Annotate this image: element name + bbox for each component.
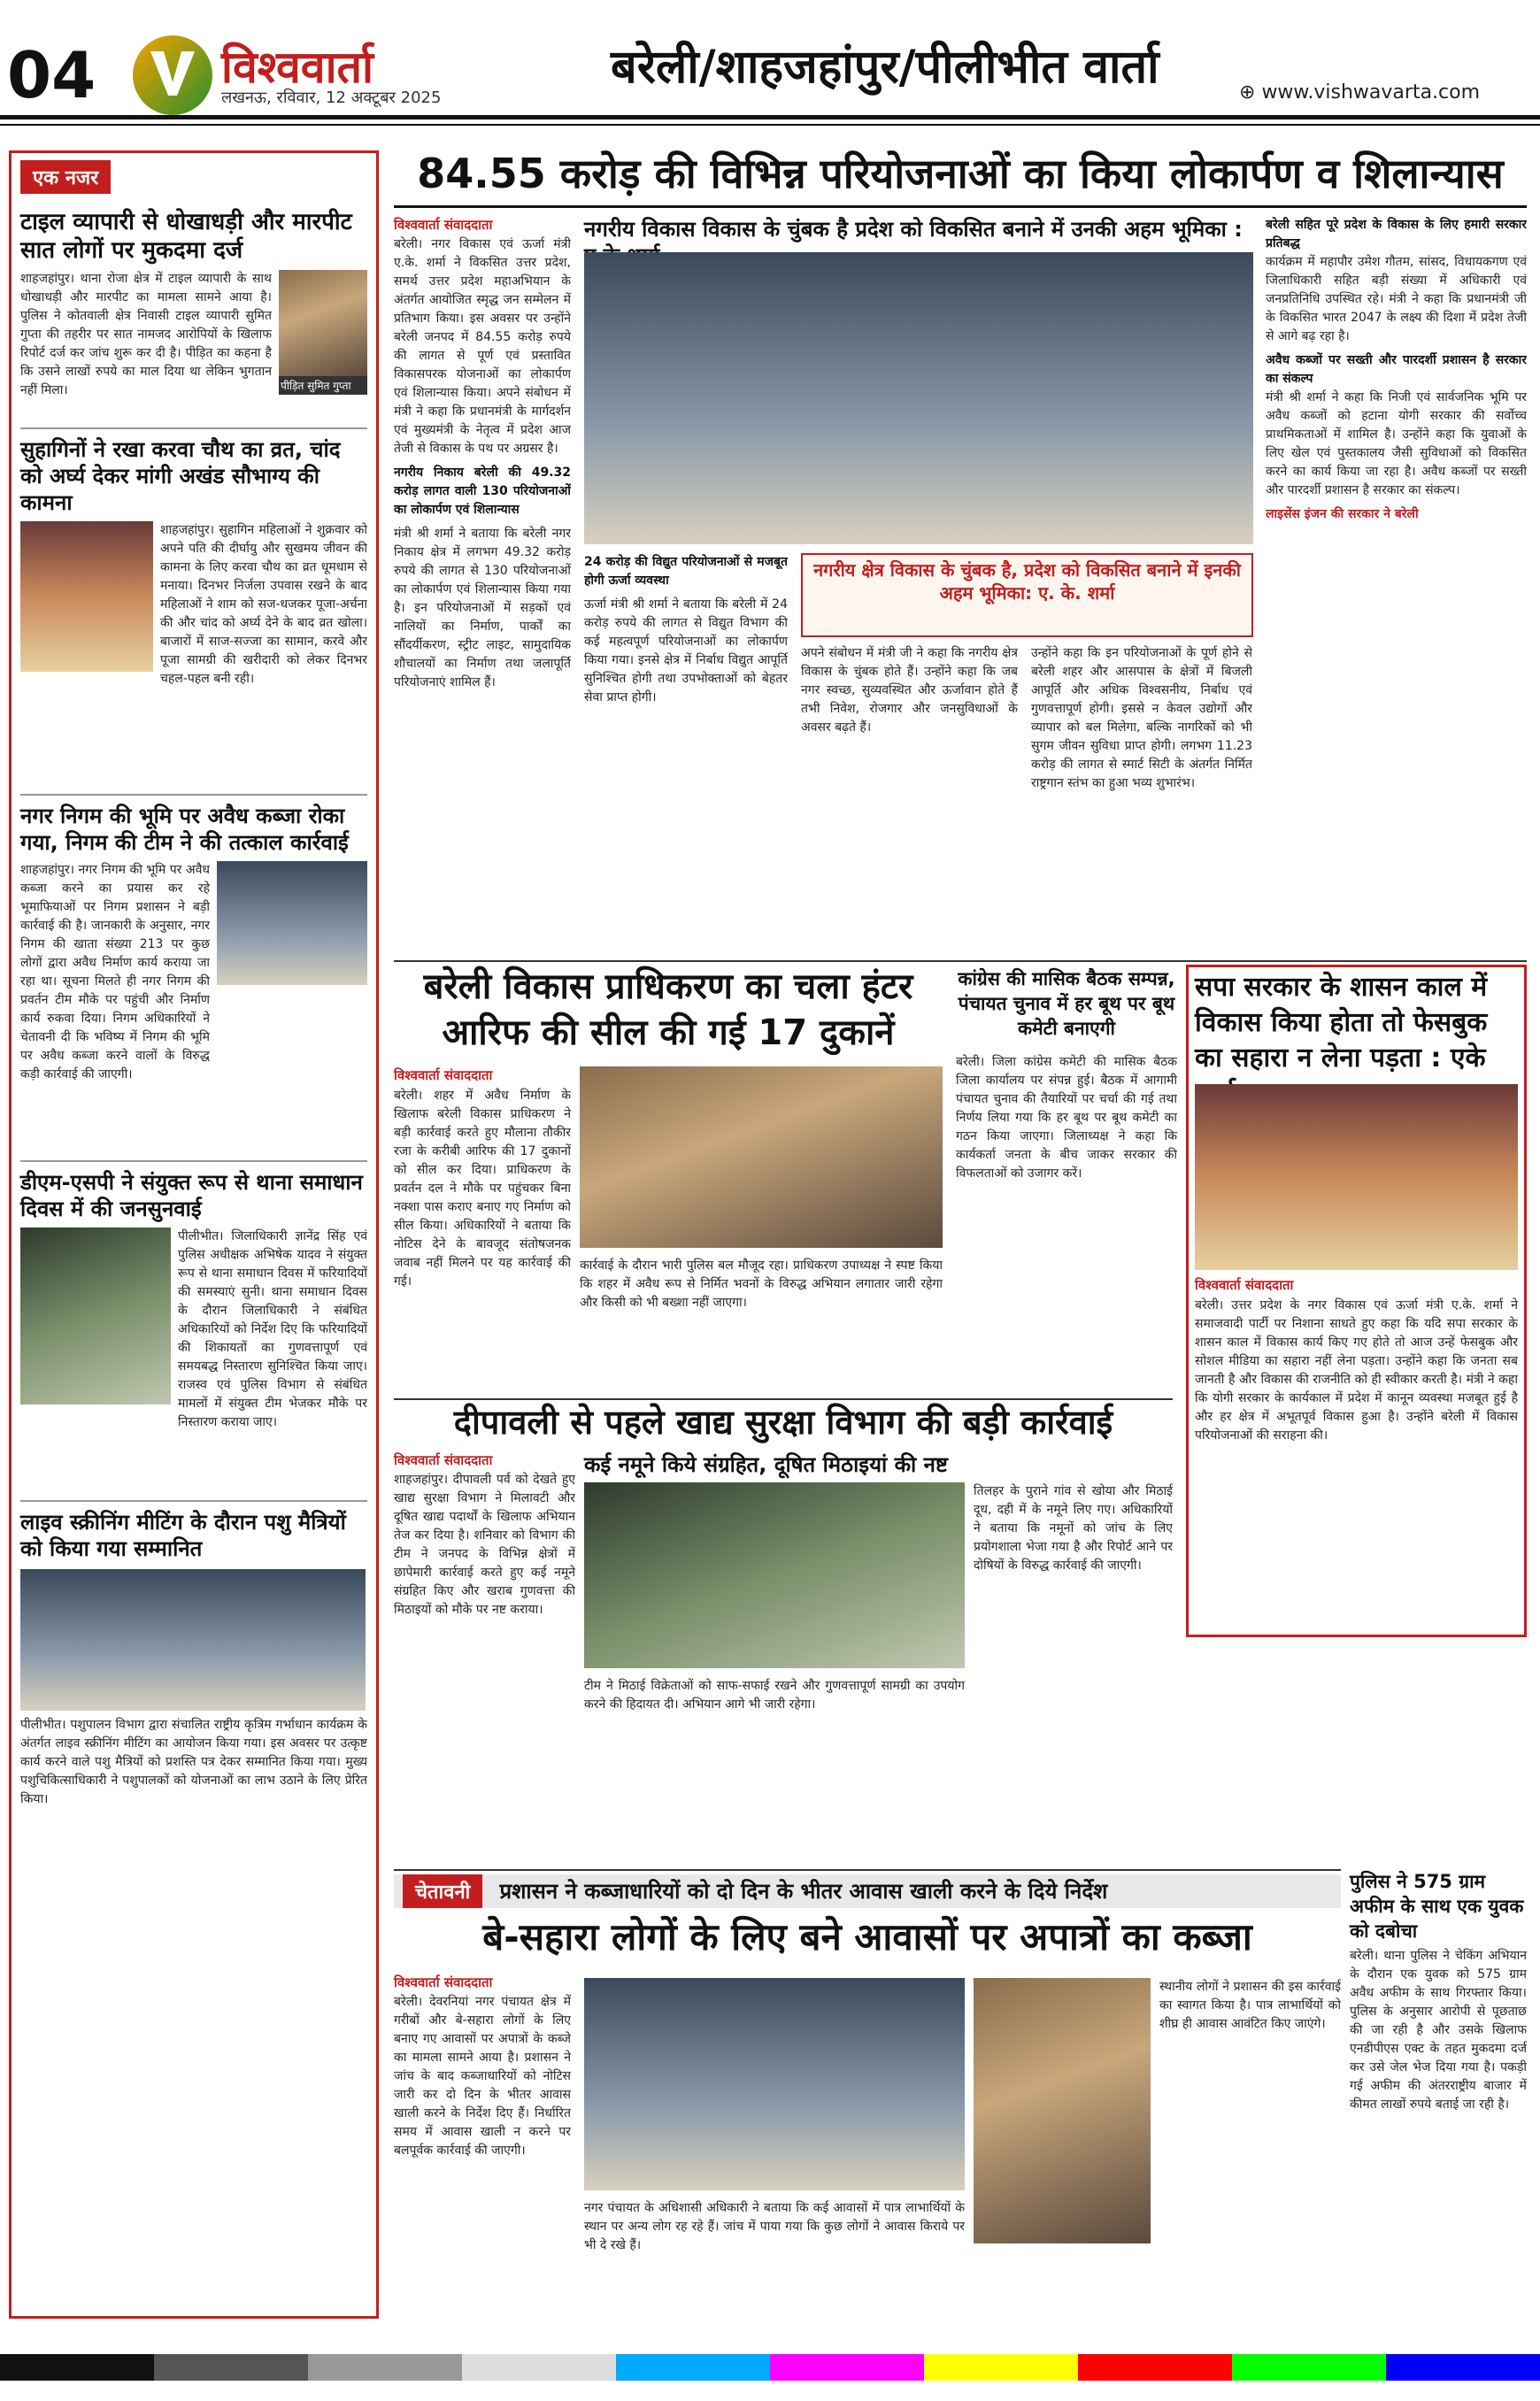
- header-rule: [0, 115, 1540, 119]
- lead-right-body: मंत्री श्री शर्मा ने कहा कि निजी एवं सार्वजनिक भूमि पर अवैध कब्जों को हटाना योगी सरकार की सर्वोच्च प्राथमिकताओं में शामिल है। उन्होंने कहा कि युवाओं के लिए खेल एवं पुस्तकालय जैसी सुविधाओं को विकसित करने का कार्य किया जा रहा है। अवैध कब्जों पर सख्ती और पारदर्शी प्रशासन है सरकार का संकल्प।: [1266, 390, 1527, 497]
- lead-subhead: नगरीय विकास विकास के चुंबक है प्रदेश को विकसित बनाने में उनकी अहम भूमिका :: [584, 217, 1243, 242]
- briefs-tag: एक नजर: [20, 160, 111, 194]
- lead-body-2: मंत्री श्री शर्मा ने बताया कि बरेली नगर निकाय क्षेत्र में लगभग 49.32 करोड़ रुपये की लागत से 130 परियोजनाओं का लोकार्पण एवं शिलान्यास किया गया है। इन परियोजनाओं में सड़कों एवं नालियों का निर्माण, पार्कों का सौंदर्यीकरण, स्ट्रीट लाइट, सामुदायिक शौचालयों का निर्माण तथा जलापूर्ति परियोजनाएं शामिल हैं।: [394, 527, 571, 689]
- brief-4-photo: [20, 1227, 171, 1404]
- lead-headline: 84.55 करोड़ की विभिन्न परियोजनाओं का किया लोकार्पण व शिलान्यास: [417, 150, 1504, 197]
- brief-5-headline: लाइव स्क्रीनिंग मीटिंग के दौरान पशु मैत्रियों को किया गया सम्मानित: [20, 1510, 346, 1561]
- brief-1-headline: टाइल व्यापारी से धोखाधड़ी और मारपीट सात लोगों पर मुकदमा दर्ज: [20, 209, 352, 264]
- lead-body-3: ऊर्जा मंत्री श्री शर्मा ने बताया कि बरेली में 24 करोड़ रुपये की लागत से विद्युत विभाग की कई महत्वपूर्ण परियोजनाओं का लोकार्पण किया गया। इनसे क्षेत्र में निर्बाध विद्युत आपूर्ति सुनिश्चित होगी तथा उपभोक्ताओं को बेहतर सेवा प्राप्त होगी।: [584, 597, 788, 704]
- lead-subhead-b: 24 करोड़ की विद्युत परियोजनाओं से मजबूत होगी ऊर्जा व्यवस्था: [584, 555, 788, 588]
- globe-icon: ⊕: [1239, 81, 1262, 104]
- brief-2-body: शाहजहांपुर। सुहागिन महिलाओं ने शुक्रवार को अपने पति की दीर्घायु और सुखमय जीवन की कामना के लिए करवा चौथ का व्रत धूमधाम से मनाया। दिनभर निर्जला उपवास रखने के बाद महिलाओं ने शाम को सज-धजकर पूजा-अर्चना की और चांद को अर्घ्य देने के बाद व्रत खोला। बाजारों में साज-सज्जा का सामान, करवे और पूजा सामग्री की खरीदारी को लेकर दिनभर चहल-पहल बनी रही।: [160, 523, 367, 686]
- warning-photo-2: [974, 1978, 1151, 2243]
- food-subhead: कई नमूने किये संग्रहित, दूषित मिठाइयां की नष्ट: [584, 1452, 948, 1477]
- bda-headline-2: आरिफ की सील की गई 17 दुकानें: [442, 1012, 895, 1053]
- food-body-2: तिलहर के पुराने गांव से खोया और मिठाई दूध, दही में के नमूने लिए गए। अधिकारियों ने बताया कि नमूनों को जांच के लिए प्रयोगशाला भेजा गया है और रिपोर्ट आने पर दोषियों के विरुद्ध कार्रवाई की जाएगी।: [974, 1484, 1173, 1573]
- pull-body: अपने संबोधन में मंत्री जी ने कहा कि नगरीय क्षेत्र विकास के चुंबक होते हैं। उन्होंने कहा कि जब नगर स्वच्छ, सुव्यवस्थित और ऊर्जावान होते हैं तभी निवेश, रोजगार और जनसुविधाओं के अवसर बढ़ते हैं।: [801, 646, 1018, 735]
- food-body: शाहजहांपुर। दीपावली पर्व को देखते हुए खाद्य सुरक्षा विभाग ने मिलावटी और दूषित खाद्य पदार्थों के खिलाफ अभियान तेज कर दिया है। शनिवार को विभाग की टीम ने जनपद के विभिन्न क्षेत्रों में छापेमारी कार्रवाई करते हुए कई नमूने संग्रहित किए और खराब गुणवत्ता की मिठाइयों को मौके पर नष्ट कराया।: [394, 1473, 575, 1617]
- newspaper-logo-icon: [133, 35, 212, 115]
- lead-body-4: उन्होंने कहा कि इन परियोजनाओं के पूर्ण होने से बरेली शहर और आसपास के क्षेत्रों में बिजली आपूर्ति और अधिक विश्वसनीय, निर्बाध एवं गुणवत्तापूर्ण होगी। इससे न केवल उद्योगों और व्यापार को बल मिलेगा, बल्कि नागरिकों को भी सुगम जीवन सुविधा प्राप्त होगी। लगभग 11.23 करोड़ की लागत से स्मार्ट सिटी के अंतर्गत निर्मित राष्ट्रगान स्तंभ का हुआ भव्य शुभारंभ।: [1031, 646, 1252, 790]
- bda-byline: विश्ववार्ता संवाददाता: [394, 1067, 493, 1083]
- congress-headline: कांग्रेस की मासिक बैठक सम्पन्न, पंचायत चुनाव में हर बूथ पर बूथ कमेटी बनाएगी: [958, 968, 1175, 1039]
- site-url-text: www.vishwavarta.com: [1261, 81, 1481, 104]
- food-photo: [584, 1482, 965, 1668]
- divider: [20, 427, 367, 429]
- rule: [394, 1869, 1341, 1871]
- pull-quote-box: [801, 553, 1253, 637]
- rule: [394, 205, 1527, 208]
- lead-right-subhead-2: अवैध कब्जों पर सख्ती और पारदर्शी प्रशासन है सरकार का संकल्प: [1266, 353, 1527, 386]
- bda-body: बरेली। शहर में अवैध निर्माण के खिलाफ बरेली विकास प्राधिकरण ने बड़ी कार्रवाई करते हुए मौलाना तौकीर रजा के करीबी आरिफ की 17 दुकानों को सील कर दिया। प्राधिकरण के प्रवर्तन दल ने मौके पर पहुंचकर बिना नक्शा पास कराए बनाए गए निर्माण को सील किया। अधिकारियों ने बताया कि नोटिस देने के बावजूद संतोषजनक जवाब नहीं मिलने पर यह कार्रवाई की गई।: [394, 1089, 571, 1289]
- warning-body: बरेली। देवरनियां नगर पंचायत क्षेत्र में गरीबों और बे-सहारा लोगों के लिए बनाए गए आवासों पर अपात्रों के कब्जे का मामला सामने आया है। प्रशासन ने जांच के बाद कब्जाधारियों को नोटिस जारी कर दो दिन के भीतर आवास खाली करने के निर्देश दिए हैं। निर्धारित समय में आवास खाली न करने पर बलपूर्वक कार्रवाई की जाएगी।: [394, 1995, 571, 2158]
- brief-1-photo: [279, 270, 367, 376]
- warning-kicker-bar: [394, 1874, 1341, 1908]
- bda-photo: [580, 1066, 943, 1248]
- congress-body: बरेली। जिला कांग्रेस कमेटी की मासिक बैठक जिला कार्यालय पर संपन्न हुई। बैठक में आगामी पंचायत चुनाव की तैयारियों पर चर्चा की गई तथा निर्णय लिया गया कि हर बूथ पर बूथ कमेटी का गठन किया जाएगा। जिलाध्यक्ष ने कहा कि कार्यकर्ता जनता के बीच जाकर सरकार की विफलताओं को उजागर करें।: [956, 1055, 1177, 1181]
- lead-right-body-2: कार्यक्रम में महापौर उमेश गौतम, सांसद, विधायकगण एवं जिलाधिकारी सहित बड़ी संख्या में अधिकारी एवं जनप्रतिनिधि उपस्थित रहे। मंत्री ने कहा कि प्रधानमंत्री जी के विकसित भारत 2047 के लक्ष्य की दिशा में प्रदेश तेजी से आगे बढ़ रहा है।: [1266, 255, 1527, 343]
- sp-byline: विश्ववार्ता संवाददाता: [1195, 1277, 1294, 1293]
- lead-body-col2: [584, 553, 788, 947]
- sp-photo: [1195, 1084, 1518, 1270]
- header-rule-thin: [0, 124, 1540, 126]
- lead-byline: विश्ववार्ता संवाददाता: [394, 217, 493, 233]
- divider: [20, 1160, 367, 1162]
- food-byline: विश्ववार्ता संवाददाता: [394, 1452, 493, 1468]
- lead-right-subhead: बरेली सहित पूरे प्रदेश के विकास के लिए हमारी सरकार प्रतिबद्ध: [1266, 218, 1527, 250]
- warning-byline: विश्ववार्ता संवाददाता: [394, 1974, 493, 1990]
- newspaper-brand: विश्ववार्ता: [221, 42, 373, 93]
- lead-right-subhead-3: लाइसेंस इंजन की सरकार ने बरेली: [1266, 507, 1419, 521]
- warning-kicker: प्रशासन ने कब्जाधारियों को दो दिन के भीतर आवास खाली करने के दिये निर्देश: [499, 1879, 1108, 1904]
- lead-right-col: [1266, 216, 1527, 950]
- site-url[interactable]: [1239, 81, 1480, 104]
- brief-3-body: शाहजहांपुर। नगर निगम की भूमि पर अवैध कब्जा करने का प्रयास कर रहे भूमाफियाओं पर निगम प्रशासन ने बड़ी कार्रवाई की है। जानकारी के अनुसार, नगर निगम की खाता संख्या 213 पर कुछ लोगों द्वारा अवैध निर्माण कार्य कराया जा रहा था। सूचना मिलते ही नगर निगम की प्रवर्तन टीम मौके पर पहुंची और निर्माण कार्य रुकवा दिया। निगम अधिकारियों ने चेतावनी दी कि भविष्य में निगम की भूमि पर अवैध कब्जा करने वालों के विरुद्ध कड़ी कार्रवाई की जाएगी।: [20, 863, 210, 1081]
- food-body-3: टीम ने मिठाई विक्रेताओं को साफ-सफाई रखने और गुणवत्तापूर्ण सामग्री का उपयोग करने की हिदायत दी। अभियान आगे भी जारी रहेगा।: [584, 1679, 965, 1712]
- briefs-column: [9, 150, 379, 2319]
- section-title: बरेली/शाहजहांपुर/पीलीभीत वार्ता: [611, 41, 1159, 94]
- lead-subhead-a: नगरीय निकाय बरेली की 49.32 करोड़ लागत वाली 130 परियोजनाओं का लोकार्पण एवं शिलान्यास: [394, 466, 571, 517]
- warning-body-3: स्थानीय लोगों ने प्रशासन की इस कार्रवाई का स्वागत किया है। पात्र लाभार्थियों को शीघ्र ही आवास आवंटित किए जाएंगे।: [1159, 1980, 1341, 2031]
- food-headline: दीपावली से पहले खाद्य सुरक्षा विभाग की बड़ी कार्रवाई: [453, 1403, 1113, 1442]
- warning-headline: बे-सहारा लोगों के लिए बने आवासों पर अपात्रों का कब्जा: [482, 1915, 1252, 1959]
- brief-4-headline: डीएम-एसपी ने संयुक्त रूप से थाना समाधान दिवस में की जनसुनवाई: [20, 1170, 363, 1221]
- opium-body: बरेली। थाना पुलिस ने चेकिंग अभियान के दौरान एक युवक को 575 ग्राम अवैध अफीम के साथ गिरफ्तार किया। पुलिस के अनुसार आरोपी से पूछताछ की जा रही है और उसके खिलाफ एनडीपीएस एक्ट के तहत मुकदमा दर्ज कर उसे जेल भेज दिया गया है। पकड़ी गई अफीम की अंतरराष्ट्रीय बाजार में कीमत लाखों रुपये बताई जा रही है।: [1350, 1949, 1527, 2112]
- brief-1-caption: पीड़ित सुमित गुप्ता: [279, 376, 367, 395]
- brief-5-photo: [20, 1569, 366, 1711]
- bda-body-2: कार्रवाई के दौरान भारी पुलिस बल मौजूद रहा। प्राधिकरण उपाध्यक्ष ने स्पष्ट किया कि शहर में अवैध रूप से निर्मित भवनों के विरुद्ध अभियान लगातार जारी रहेगा और किसी को भी बख्शा नहीं जाएगा।: [580, 1258, 943, 1310]
- brief-4-body: पीलीभीत। जिलाधिकारी ज्ञानेंद्र सिंह एवं पुलिस अधीक्षक अभिषेक यादव ने संयुक्त रूप से थाना समाधान दिवस में फरियादियों की समस्याएं सुनी। थाना समाधान दिवस के दौरान जिलाधिकारी ने संबंधित अधिकारियों को निर्देश दिए कि फरियादियों की शिकायतों का गुणवत्तापूर्ण एवं समयबद्ध निस्तारण सुनिश्चित किया जाए। राजस्व एवं पुलिस विभाग से संबंधित मामलों में संयुक्त टीम भेजकर मौके पर निस्तारण कराया जाए।: [178, 1229, 367, 1429]
- brief-5-body: पीलीभीत। पशुपालन विभाग द्वारा संचालित राष्ट्रीय कृत्रिम गर्भाधान कार्यक्रम के अंतर्गत लाइव स्क्रीनिंग मीटिंग का आयोजन किया गया। इस अवसर पर उत्कृष्ट कार्य करने वाले पशु मैत्रियों को प्रशस्ति पत्र देकर सम्मानित किया गया। मुख्य पशुचिकित्साधिकारी ने पशुपालकों को योजनाओं का लाभ उठाने के लिए प्रेरित किया।: [20, 1718, 367, 1806]
- divider: [20, 794, 367, 796]
- opium-headline: पुलिस ने 575 ग्राम अफीम के साथ एक युवक को दबोचा: [1350, 1871, 1524, 1942]
- pull-quote: नगरीय क्षेत्र विकास के चुंबक है, प्रदेश को विकसित बनाने में इनकी अहम भूमिका: ए. के. शर्मा: [813, 559, 1241, 604]
- brief-2-photo: [20, 521, 153, 672]
- brief-1-body: शाहजहांपुर। थाना रोजा क्षेत्र में टाइल व्यापारी के साथ धोखाधड़ी और मारपीट का मामला सामने आया है। पुलिस ने कोतवाली क्षेत्र निवासी टाइल व्यापारी सुमित गुप्ता की तहरीर पर सात नामजद आरोपियों के खिलाफ रिपोर्ट दर्ज कर जांच शुरू कर दी है। पीड़ित का कहना है कि उसने लाखों रुपये का माल दिया था लेकिन भुगतान नहीं मिला।: [20, 272, 272, 397]
- sp-body-1: बरेली। उत्तर प्रदेश के नगर विकास एवं ऊर्जा मंत्री ए.के. शर्मा ने समाजवादी पार्टी पर निशाना साधते हुए कहा कि यदि सपा सरकार के शासन काल में विकास कार्य किए गए होते तो आज उन्हें फेसबुक और सोशल मीडिया का सहारा नहीं लेना पड़ता। उन्होंने कहा कि जनता सब जानती है और विकास की राजनीति को ही स्वीकार करती है।: [1195, 1298, 1518, 1387]
- lead-photo: [584, 252, 1253, 544]
- warning-tag: चेतावनी: [403, 1874, 482, 1908]
- brief-3-headline: नगर निगम की भूमि पर अवैध कब्जा रोका गया, निगम की टीम ने की तत्काल कार्रवाई: [20, 804, 349, 855]
- warning-photo-1: [584, 1978, 965, 2190]
- brief-3-photo: [217, 861, 367, 985]
- rule: [394, 960, 1527, 962]
- color-registration-bar: [0, 2354, 1540, 2381]
- warning-body-2: नगर पंचायत के अधिशासी अधिकारी ने बताया कि कई आवासों में पात्र लाभार्थियों के स्थान पर अन्य लोग रह रहे हैं। जांच में पाया गया कि कुछ लोगों ने आवास किराये पर भी दे रखे हैं।: [584, 2201, 965, 2252]
- sp-body-2: मंत्री ने कहा कि योगी सरकार के कार्यकाल में प्रदेश में कानून व्यवस्था मजबूत हुई है और हर क्षेत्र में अभूतपूर्व विकास हुआ है। उन्होंने बरेली में विकास परियोजनाओं की सराहना की।: [1195, 1373, 1518, 1443]
- sp-headline: सपा सरकार के शासन काल में विकास किया होता तो फेसबुक का सहारा न लेना पड़ता : एके: [1195, 972, 1488, 1074]
- divider: [20, 1500, 367, 1502]
- sp-body: [1195, 1297, 1518, 1633]
- page-number: 04: [7, 38, 96, 112]
- lead-body-1: बरेली। नगर विकास एवं ऊर्जा मंत्री ए.के. शर्मा ने विकसित उत्तर प्रदेश, समर्थ उत्तर प्रदेश महाअभियान के अंतर्गत आयोजित स्मृद्ध जन सम्मेलन में प्रतिभाग किया। इस अवसर पर उन्होंने बरेली जनपद में 84.55 करोड़ रुपये की लागत से पूर्ण एवं प्रस्तावित विकासपरक योजनाओं का लोकार्पण एवं शिलान्यास किया। अपने संबोधन में मंत्री ने कहा कि प्रधानमंत्री के मार्गदर्शन एवं मुख्यमंत्री के नेतृत्व में प्रदेश आज तेजी से विकास के पथ पर अग्रसर है।: [394, 237, 571, 456]
- bda-headline-1: बरेली विकास प्राधिकरण का चला हंटर: [423, 966, 913, 1007]
- dateline: लखनऊ, रविवार, 12 अक्टूबर 2025: [221, 88, 442, 107]
- brief-2-headline: सुहागिनों ने रखा करवा चौथ का व्रत, चांद को अर्घ्य देकर मांगी अखंड सौभाग्य की कामना: [20, 437, 341, 515]
